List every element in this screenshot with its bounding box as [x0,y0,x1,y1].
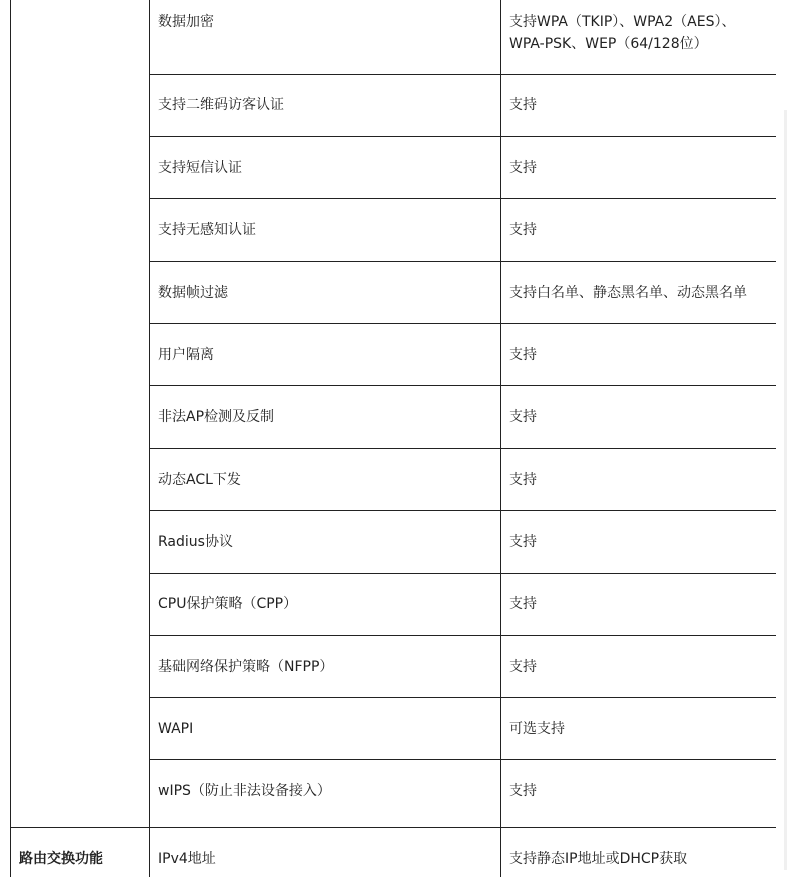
value-cell: 支持 [509,347,537,363]
feature-cell: 非法AP检测及反制 [158,409,275,425]
feature-cell: 基础网络保护策略（NFPP） [158,659,334,675]
table-border-left [10,0,11,877]
value-cell: 支持 [509,534,537,550]
row-border [149,74,776,75]
row-border [149,573,776,574]
value-cell: 支持静态IP地址或DHCP获取 [509,851,688,867]
value-cell: 支持 [509,596,537,612]
vertical-scrollbar[interactable] [781,0,790,877]
feature-cell: 支持二维码访客认证 [158,97,284,113]
table-divider-2 [500,0,501,877]
row-border [149,510,776,511]
feature-cell: WAPI [158,721,194,737]
row-border [149,697,776,698]
row-border [149,759,776,760]
feature-cell: 动态ACL下发 [158,472,241,488]
row-border [149,448,776,449]
scrollbar-thumb[interactable] [784,110,787,870]
value-cell: 支持 [509,409,537,425]
row-border [149,198,776,199]
value-cell-continued: WPA-PSK、WEP（64/128位） [509,36,708,52]
feature-cell: CPU保护策略（CPP） [158,596,298,612]
feature-cell: wIPS（防止非法设备接入） [158,783,331,799]
feature-cell: IPv4地址 [158,851,216,867]
feature-cell: 数据帧过滤 [158,285,228,301]
category-cell: 路由交换功能 [19,851,103,867]
row-border [149,136,776,137]
value-cell: 支持白名单、静态黑名单、动态黑名单 [509,285,747,301]
feature-cell: 支持无感知认证 [158,222,256,238]
value-cell: 支持 [509,222,537,238]
row-border [149,323,776,324]
row-border [149,635,776,636]
row-border [149,385,776,386]
value-cell: 支持 [509,97,537,113]
value-cell: 支持 [509,472,537,488]
feature-cell: 用户隔离 [158,347,214,363]
feature-cell: 数据加密 [158,14,214,30]
row-border [149,261,776,262]
value-cell: 支持 [509,659,537,675]
value-cell: 可选支持 [509,721,565,737]
section-border [10,827,776,828]
value-cell: 支持 [509,783,537,799]
value-cell: 支持 [509,160,537,176]
value-cell: 支持WPA（TKIP）、WPA2（AES）、 [509,14,736,30]
table-divider-1 [149,0,150,877]
feature-cell: Radius协议 [158,534,233,550]
feature-cell: 支持短信认证 [158,160,242,176]
